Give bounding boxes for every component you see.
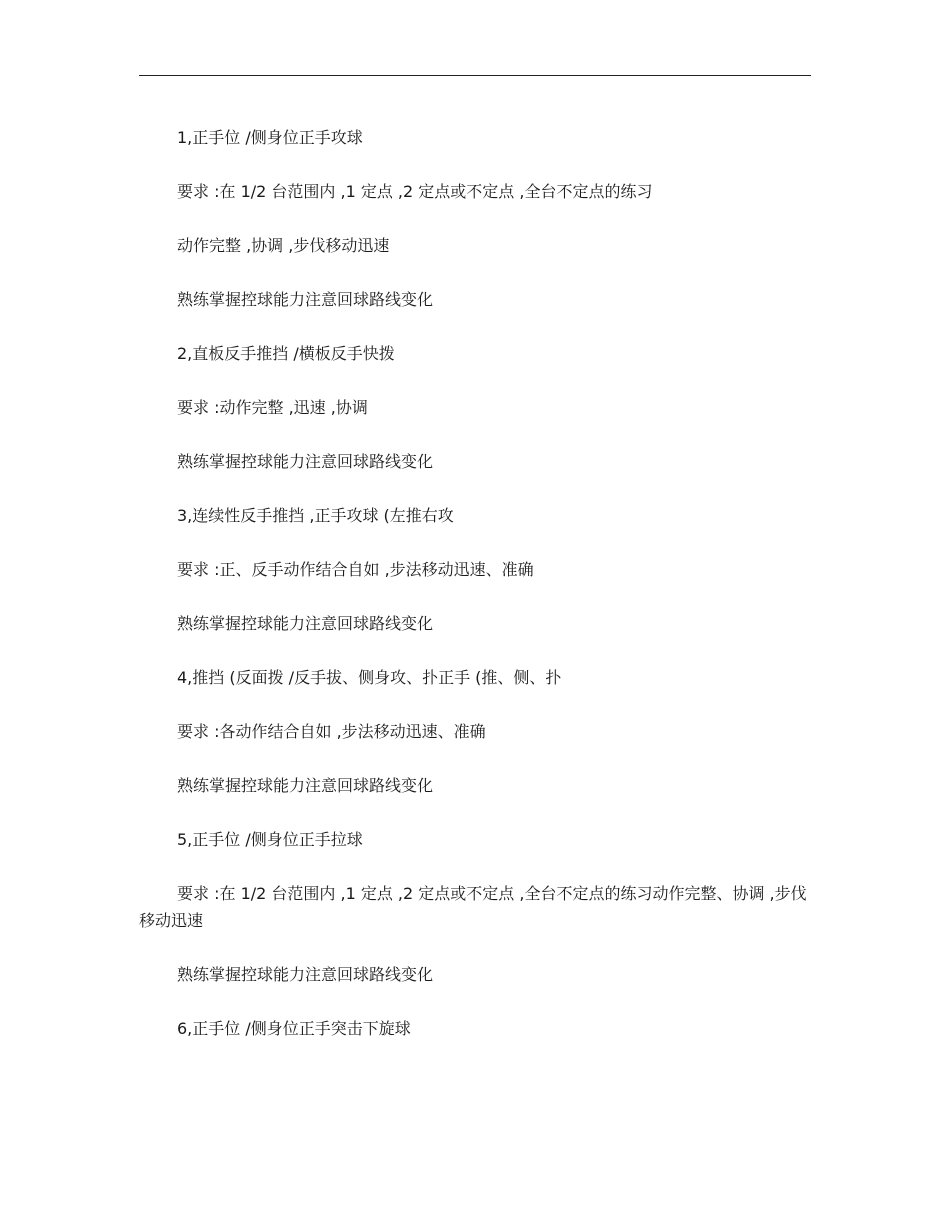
- paragraph-4: 熟练掌握控球能力注意回球路线变化: [177, 290, 434, 309]
- document-body: [139, 124, 811, 1069]
- paragraph-3: 动作完整 ,协调 ,步伐移动迅速: [177, 236, 390, 255]
- paragraph-17: 6,正手位 /侧身位正手突击下旋球: [177, 1019, 411, 1038]
- paragraph-7: 熟练掌握控球能力注意回球路线变化: [177, 452, 434, 471]
- paragraph-5: 2,直板反手推挡 /横板反手快拨: [177, 344, 395, 363]
- paragraph-8: 3,连续性反手推挡 ,正手攻球 (左推右攻: [177, 506, 454, 525]
- paragraph-1: 1,正手位 /侧身位正手攻球: [177, 128, 363, 147]
- paragraph-13: 熟练掌握控球能力注意回球路线变化: [177, 776, 434, 795]
- paragraph-15: 要求 :在 1/2 台范围内 ,1 定点 ,2 定点或不定点 ,全台不定点的练习动作完整、协调 ,步伐移动迅速: [139, 884, 807, 930]
- paragraph-14: 5,正手位 /侧身位正手拉球: [177, 830, 363, 849]
- paragraph-10: 熟练掌握控球能力注意回球路线变化: [177, 614, 434, 633]
- paragraph-12: 要求 :各动作结合自如 ,步法移动迅速、准确: [177, 722, 486, 741]
- paragraph-11: 4,推挡 (反面拨 /反手拔、侧身攻、扑正手 (推、侧、扑: [177, 668, 562, 687]
- paragraph-6: 要求 :动作完整 ,迅速 ,协调: [177, 398, 368, 417]
- paragraph-9: 要求 :正、反手动作结合自如 ,步法移动迅速、准确: [177, 560, 534, 579]
- paragraph-2: 要求 :在 1/2 台范围内 ,1 定点 ,2 定点或不定点 ,全台不定点的练习: [177, 182, 653, 201]
- paragraph-16: 熟练掌握控球能力注意回球路线变化: [177, 965, 434, 984]
- header-divider: [139, 75, 811, 76]
